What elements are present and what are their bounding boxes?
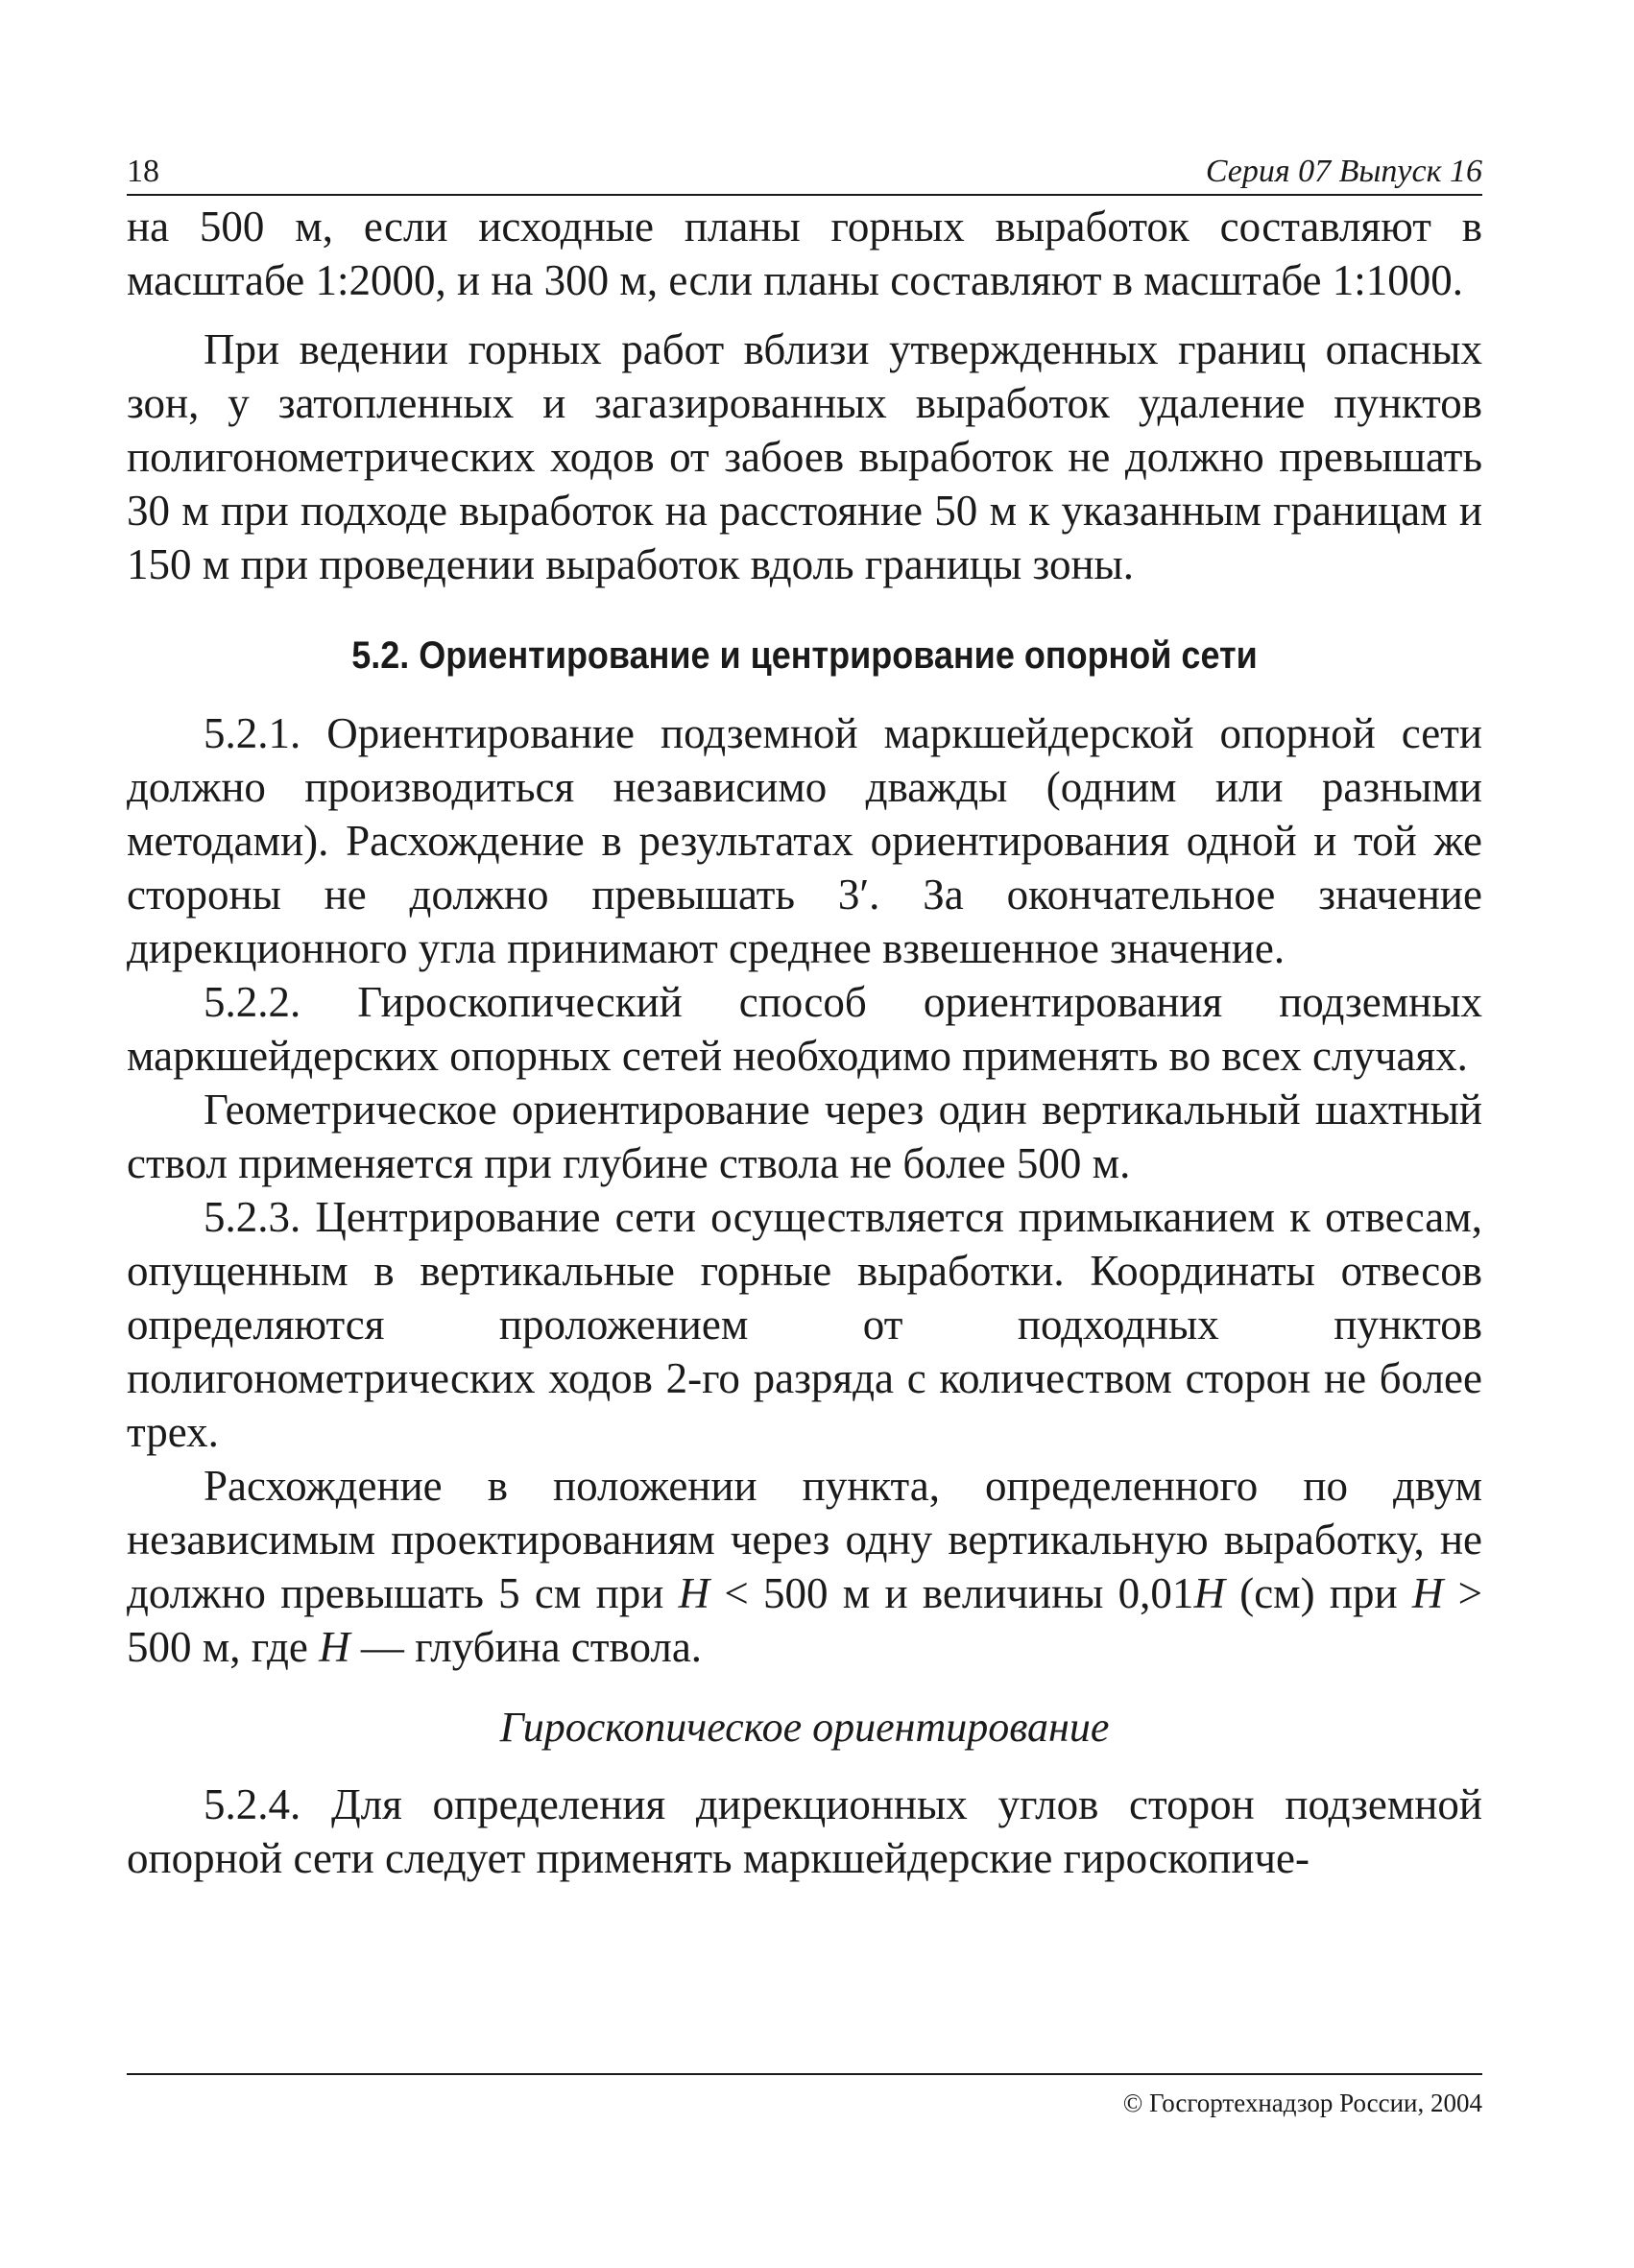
running-header	[127, 144, 1482, 196]
discrepancy-text-e: — глубина ствола.	[349, 1623, 703, 1671]
paragraph-geometric-orientation: Геометрическое ориентирование через один вертикальный шахтный ствол применяется при глубине ствола не более 500 м.	[127, 1086, 1482, 1187]
paragraph-discrepancy	[127, 1459, 1482, 1674]
depth-variable: H	[1193, 1569, 1225, 1617]
depth-variable: H	[319, 1623, 350, 1671]
section-title: 5.2. Ориентирование и центрирование опорной сети	[351, 634, 1258, 677]
paragraph-continuation: на 500 м, если исходные планы горных выработок составляют в масштабе 1:2000, и на 300 м, если планы составляют в масштабе 1:1000.	[127, 203, 1482, 304]
discrepancy-text-a: Расхождение в положении пункта, определенного по двум независимым проектированиям через одну вертикальную выработку, не должно превышать 5 см при	[127, 1462, 1482, 1617]
paragraph-5-2-1: 5.2.1. Ориентирование подземной маркшейдерской опорной сети должно производиться независимо дважды (одним или разными методами). Расхождение в результатах ориентирования одной и той же стороны не должно превышать 3′. За окончательное значение дирекционного угла принимают среднее взвешенное значение.	[127, 709, 1482, 972]
subsection-title: Гироскопическое ориентирование	[499, 1704, 1110, 1751]
paragraph-5-2-4: 5.2.4. Для определения дирекционных углов сторон подземной опорной сети следует применять маркшейдерские гироскопиче-	[127, 1780, 1482, 1882]
paragraph-5-2-2: 5.2.2. Гироскопический способ ориентирования подземных маркшейдерских опорных сетей необходимо применять во всех случаях.	[127, 978, 1482, 1080]
copyright-notice: © Госгортехнадзор России, 2004	[1122, 2089, 1482, 2117]
page-content	[127, 144, 1482, 1885]
discrepancy-text-b: < 500 м и величины 0,01	[709, 1569, 1194, 1617]
depth-variable: H	[678, 1569, 710, 1617]
discrepancy-text-c: (см) при	[1224, 1569, 1412, 1617]
series-title: Серия 07 Выпуск 16	[1205, 154, 1482, 189]
discrepancy-text-d: > 500 м, где	[127, 1569, 1482, 1671]
paragraph-5-2-3: 5.2.3. Центрирование сети осуществляется примыканием к отвесам, опущенным в вертикальные горные выработки. Координаты отвесов определяются проложением от подходных пунктов полигонометрических ходов 2-го разряда с количеством сторон не более трех.	[127, 1193, 1482, 1456]
paragraph-hazard-zones: При ведении горных работ вблизи утвержденных границ опасных зон, у затопленных и загазированных выработок удаление пунктов полигонометрических ходов от забоев выработок не должно превышать 30 м при подходе выработок на расстояние 50 м к указанным границам и 150 м при проведении выработок вдоль границы зоны.	[127, 325, 1482, 588]
depth-variable: H	[1411, 1569, 1444, 1617]
body-text	[127, 200, 1482, 1885]
page-number: 18	[127, 154, 159, 189]
footer-divider	[127, 2073, 1482, 2075]
